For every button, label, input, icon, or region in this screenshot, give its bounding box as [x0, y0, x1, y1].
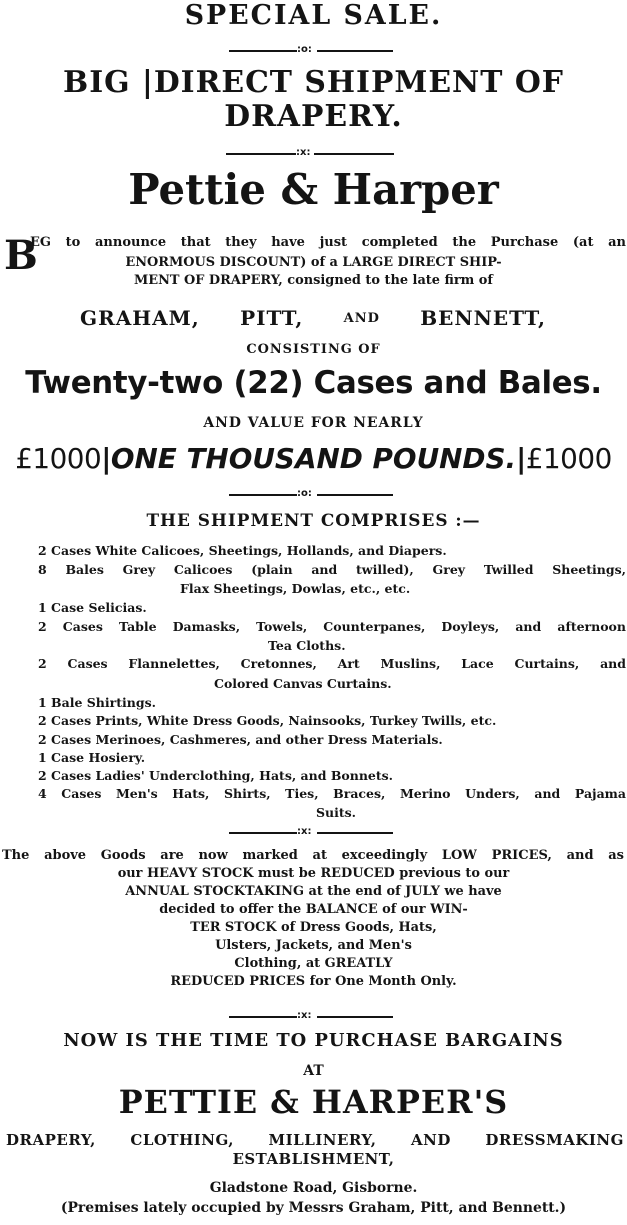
headline-line-2: DRAPERY.	[224, 99, 403, 134]
rule-mark: :x:	[297, 1010, 312, 1021]
list-item: 4 Cases Men's Hats, Shirts, Ties, Braces, Merino Unders, and Pajama	[38, 786, 626, 801]
notice-line-5: TER STOCK of Dress Goods, Hats,	[190, 920, 437, 935]
special-sale-heading: SPECIAL SALE.	[184, 0, 443, 31]
list-item: 1 Bale Shirtings.	[38, 695, 156, 710]
establishment-word: AND	[410, 1131, 451, 1149]
notice-line-7: Clothing, at GREATLY	[234, 956, 393, 971]
establishment-word: MILLINERY,	[268, 1131, 377, 1149]
partner-name: GRAHAM,	[80, 306, 200, 330]
list-item-continued: Flax Sheetings, Dowlas, etc., etc.	[180, 581, 411, 596]
partner-name: PITT,	[240, 306, 304, 330]
notice-line-2: our HEAVY STOCK must be REDUCED previous to our	[117, 866, 510, 881]
list-item: 2 Cases Flannelettes, Cretonnes, Art Muslins, Lace Curtains, and	[38, 656, 626, 671]
premises-note: (Premises lately occupied by Messrs Graham, Pitt, and Bennett.)	[60, 1200, 567, 1216]
announcement-line-1	[30, 235, 626, 250]
at-line: AT	[303, 1063, 324, 1079]
list-item: 1 Case Selicias.	[38, 600, 147, 615]
notice-line-3: ANNUAL STOCKTAKING at the end of JULY we have	[125, 884, 502, 899]
notice-line-1: The above Goods are now marked at exceedingly LOW PRICES, and as	[2, 848, 624, 863]
comprises-heading: THE SHIPMENT COMPRISES :—	[146, 510, 481, 530]
list-item: 2 Cases White Calicoes, Sheetings, Hollands, and Diapers.	[38, 543, 447, 558]
now-line: NOW IS THE TIME TO PURCHASE BARGAINS	[63, 1030, 564, 1051]
establishment-line-2: ESTABLISHMENT,	[232, 1150, 395, 1168]
drop-cap: B	[4, 232, 38, 279]
notice-line-8: REDUCED PRICES for One Month Only.	[170, 974, 457, 989]
establishment-word: CLOTHING,	[130, 1131, 234, 1149]
rule-mark: :o:	[297, 488, 312, 499]
pounds-line: £1000|ONE THOUSAND POUNDS.|£1000	[15, 442, 612, 475]
list-item: 8 Bales Grey Calicoes (plain and twilled), Grey Twilled Sheetings,	[38, 562, 626, 577]
list-item-continued: Tea Cloths.	[268, 638, 346, 653]
announcement-line-3: MENT OF DRAPERY, consigned to the late firm of	[134, 273, 493, 288]
rule-divider	[0, 827, 627, 839]
rule-divider	[0, 1011, 627, 1023]
rule-divider	[0, 489, 627, 501]
firm-name: Pettie & Harper	[128, 165, 499, 214]
list-item: 2 Cases Merinoes, Cashmeres, and other Dress Materials.	[38, 732, 443, 747]
partners-line	[80, 306, 546, 330]
value-line: AND VALUE FOR NEARLY	[203, 415, 424, 431]
firm-name-caps: PETTIE & HARPER'S	[118, 1084, 509, 1121]
establishment-line	[6, 1131, 624, 1149]
pounds-left: £1000	[15, 442, 102, 475]
headline-line-1: BIG |DIRECT SHIPMENT OF	[63, 65, 564, 100]
list-item: 1 Case Hosiery.	[38, 750, 146, 765]
list-item: 2 Cases Prints, White Dress Goods, Nainsooks, Turkey Twills, etc.	[38, 713, 497, 728]
pounds-middle: ONE THOUSAND POUNDS.	[110, 442, 517, 475]
consisting-of: CONSISTING OF	[246, 342, 381, 357]
address: Gladstone Road, Gisborne.	[209, 1180, 418, 1196]
rule-mark: :o:	[297, 44, 312, 55]
notice-line-4: decided to offer the BALANCE of our WIN-	[159, 902, 468, 917]
partner-and: AND	[343, 311, 380, 326]
rule-mark: :x:	[296, 147, 311, 158]
rule-mark: :x:	[297, 826, 312, 837]
partner-name: BENNETT,	[420, 306, 546, 330]
list-item-continued: Colored Canvas Curtains.	[214, 676, 392, 691]
announcement-line-2: ENORMOUS DISCOUNT) of a LARGE DIRECT SHIP-	[125, 255, 502, 270]
establishment-word: DRAPERY,	[6, 1131, 96, 1149]
notice-line-6: Ulsters, Jackets, and Men's	[215, 938, 412, 953]
establishment-word: DRESSMAKING	[485, 1131, 624, 1149]
pounds-right: £1000	[525, 442, 612, 475]
rule-divider	[0, 45, 627, 57]
cases-headline: Twenty-two (22) Cases and Bales.	[25, 365, 602, 401]
rule-divider	[0, 148, 627, 160]
list-item: 2 Cases Table Damasks, Towels, Counterpanes, Doyleys, and afternoon	[38, 619, 626, 634]
announcement-text: EG to announce that they have just completed the Purchase (at an	[30, 235, 626, 250]
list-item: 2 Cases Ladies' Underclothing, Hats, and Bonnets.	[38, 768, 394, 783]
list-item-continued: Suits.	[316, 805, 357, 820]
